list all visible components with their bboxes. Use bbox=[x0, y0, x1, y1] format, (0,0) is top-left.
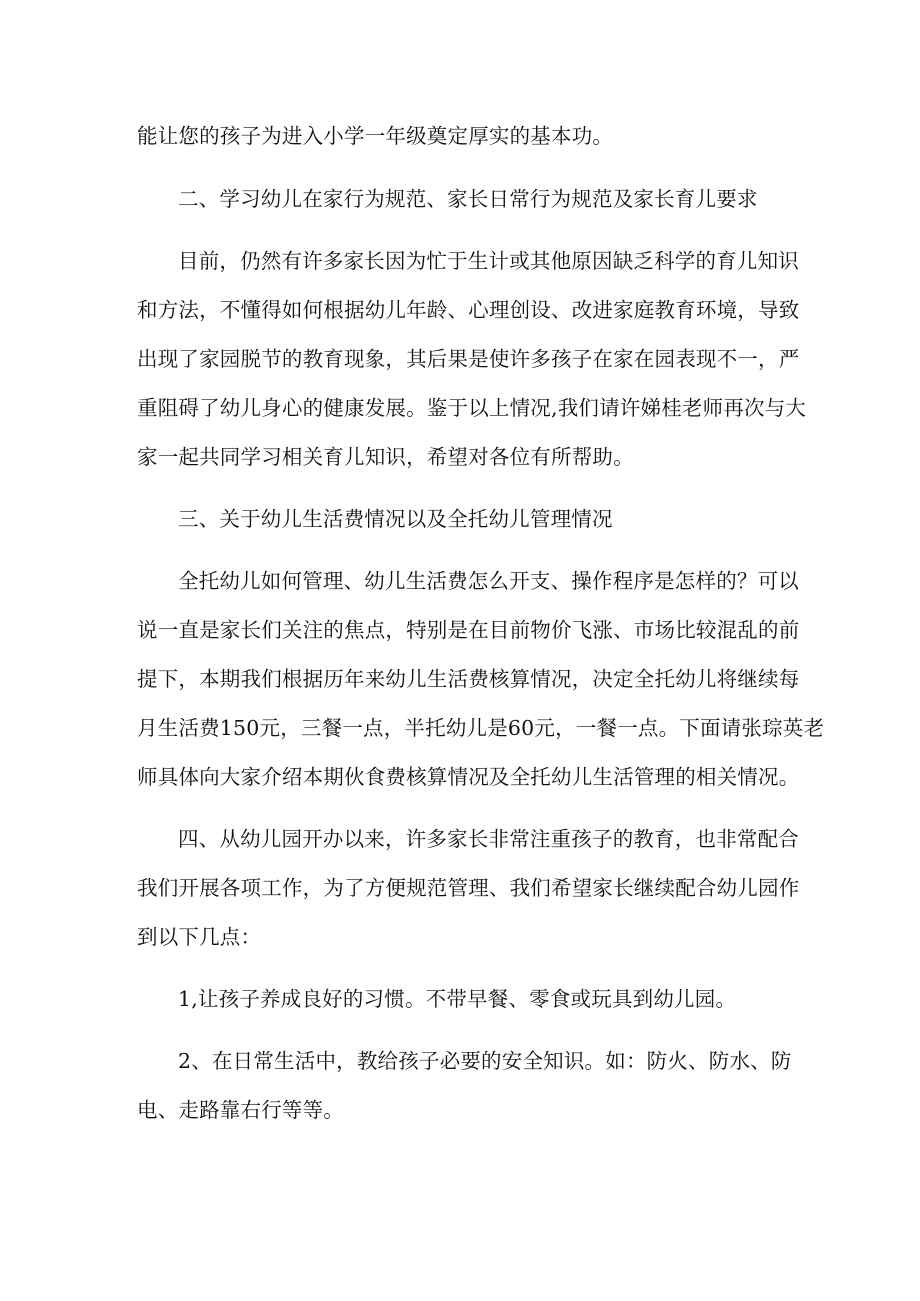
text-line: 师具体向大家介绍本期伙食费核算情况及全托幼儿生活管理的相关情况。 bbox=[137, 765, 800, 789]
text-line: 电、走路靠右行等等。 bbox=[137, 1098, 344, 1122]
section-heading: 二、学习幼儿在家行为规范、家长日常行为规范及家长育儿要求 bbox=[178, 187, 758, 211]
text-line: 提下，本期我们根据历年来幼儿生活费核算情况，决定全托幼儿将继续每 bbox=[137, 667, 800, 691]
section-heading: 三、关于幼儿生活费情况以及全托幼儿管理情况 bbox=[178, 507, 613, 531]
text-line: 我们开展各项工作，为了方便规范管理、我们希望家长继续配合幼儿园作 bbox=[137, 876, 800, 900]
text-line: 出现了家园脱节的教育现象，其后果是使许多孩子在家在园表现不一，严 bbox=[137, 347, 800, 371]
text-line: 重阻碍了幼儿身心的健康发展。鉴于以上情况,我们请许娣桂老师再次与大 bbox=[137, 396, 807, 420]
text-line: 和方法，不懂得如何根据幼儿年龄、心理创设、改进家庭教育环境，导致 bbox=[137, 298, 800, 322]
text-line: 能让您的孩子为进入小学一年级奠定厚实的基本功。 bbox=[137, 124, 614, 148]
list-item: 2、在日常生活中，教给孩子必要的安全知识。如：防火、防水、防 bbox=[178, 1049, 792, 1073]
section-heading: 四、从幼儿园开办以来，许多家长非常注重孩子的教育，也非常配合 bbox=[178, 827, 799, 851]
text-line: 到以下几点： bbox=[137, 925, 262, 949]
text-line: 目前，仍然有许多家长因为忙于生计或其他原因缺乏科学的育儿知识 bbox=[178, 249, 799, 273]
text-line: 月生活费150元，三餐一点，半托幼儿是60元，一餐一点。下面请张琮英老 bbox=[137, 716, 825, 740]
list-item: 1,让孩子养成良好的习惯。不带早餐、零食或玩具到幼儿园。 bbox=[178, 987, 737, 1011]
text-line: 说一直是家长们关注的焦点，特别是在目前物价飞涨、市场比较混乱的前 bbox=[137, 618, 800, 642]
text-line: 家一起共同学习相关育儿知识，希望对各位有所帮助。 bbox=[137, 445, 634, 469]
text-line: 全托幼儿如何管理、幼儿生活费怎么开支、操作程序是怎样的？可以 bbox=[178, 569, 799, 593]
